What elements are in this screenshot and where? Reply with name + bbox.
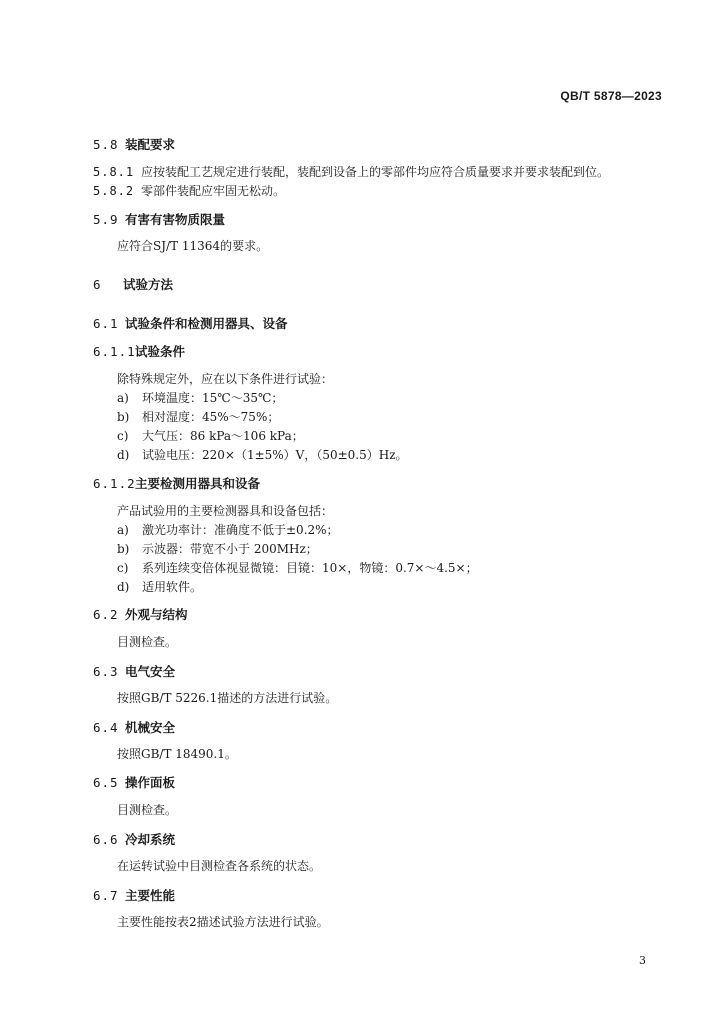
section-number: 6.3	[93, 664, 119, 679]
list-item	[117, 427, 304, 444]
section-title: 主要检测用器具和设备	[135, 476, 261, 491]
section-title: 装配要求	[125, 137, 176, 152]
section-title: 冷却系统	[125, 832, 176, 847]
paragraph-6-5: 目测检查。	[117, 803, 178, 817]
list-item-text: 环境温度：15℃～35℃；	[142, 391, 284, 405]
clause-5-8-1	[93, 163, 609, 180]
clause-5-8-2	[93, 182, 285, 199]
list-item	[117, 559, 478, 576]
heading-5-9	[93, 210, 225, 228]
page-number: 3	[639, 954, 646, 967]
heading-5-8	[93, 135, 175, 153]
heading-6	[93, 275, 173, 293]
list-item	[117, 521, 339, 538]
heading-6-3	[93, 662, 175, 680]
section-number: 6.6	[93, 832, 119, 847]
section-title: 主要性能	[125, 888, 176, 903]
heading-6-2	[93, 605, 188, 623]
section-number: 6.1	[93, 316, 119, 331]
clause-number: 5.8.2	[93, 184, 135, 198]
paragraph-6-6: 在运转试验中目测检查各系统的状态。	[117, 859, 322, 873]
section-number: 5.9	[93, 212, 119, 227]
section-title: 机械安全	[125, 720, 176, 735]
list-item-text: 适用软件。	[142, 580, 203, 594]
section-title: 操作面板	[125, 775, 176, 790]
paragraph-6-3: 按照GB/T 5226.1描述的方法进行试验。	[117, 691, 338, 705]
list-marker: d)	[117, 448, 130, 462]
list-marker: c)	[117, 429, 129, 443]
paragraph-6-7: 主要性能按表2描述试验方法进行试验。	[117, 915, 329, 929]
list-item	[117, 446, 408, 463]
list-item	[117, 540, 318, 557]
heading-6-5	[93, 773, 175, 791]
list-item	[117, 389, 283, 406]
section-title: 有害有害物质限量	[125, 212, 226, 227]
paragraph-6-1-1-intro: 除特殊规定外，应在以下条件进行试验：	[117, 372, 334, 386]
list-item-text: 系列连续变倍体视显微镜：目镜：10×，物镜：0.7×～4.5×；	[142, 561, 478, 575]
list-item	[117, 408, 279, 425]
section-number: 6.7	[93, 888, 119, 903]
list-marker: d)	[117, 580, 130, 594]
clause-text: 应按装配工艺规定进行装配，装配到设备上的零部件均应符合质量要求并要求装配到位。	[141, 165, 610, 179]
section-title: 外观与结构	[125, 607, 188, 622]
heading-6-1-1	[93, 342, 185, 360]
document-id: QB/T 5878—2023	[560, 89, 662, 103]
heading-6-4	[93, 718, 175, 736]
heading-6-1-2	[93, 474, 260, 492]
list-item-text: 激光功率计：准确度不低于±0.2%；	[142, 523, 339, 537]
clause-text: 零部件装配应牢固无松动。	[141, 184, 286, 198]
list-item-text: 示波器：带宽不小于 200MHz；	[142, 542, 318, 556]
section-title: 试验条件	[135, 344, 186, 359]
list-item-text: 相对湿度：45%～75%；	[142, 410, 280, 424]
heading-6-7	[93, 886, 175, 904]
list-item	[117, 578, 202, 595]
section-title: 试验方法	[123, 277, 174, 292]
list-marker: b)	[117, 410, 130, 424]
section-number: 6.5	[93, 775, 119, 790]
paragraph-6-2: 目测检查。	[117, 635, 178, 649]
section-number: 6.2	[93, 607, 119, 622]
section-number: 6.1.1	[93, 344, 136, 359]
list-item-text: 大气压：86 kPa～106 kPa；	[142, 429, 304, 443]
section-title: 试验条件和检测用器具、设备	[125, 316, 288, 331]
paragraph-6-4: 按照GB/T 18490.1。	[117, 747, 237, 761]
section-number: 6.1.2	[93, 476, 136, 491]
section-number: 6	[93, 277, 102, 292]
paragraph-5-9: 应符合SJ/T 11364的要求。	[117, 239, 269, 253]
paragraph-6-1-2-intro: 产品试验用的主要检测器具和设备包括：	[117, 504, 334, 518]
list-marker: c)	[117, 561, 129, 575]
list-marker: a)	[117, 523, 129, 537]
list-marker: b)	[117, 542, 130, 556]
clause-number: 5.8.1	[93, 165, 135, 179]
heading-6-6	[93, 830, 175, 848]
section-number: 6.4	[93, 720, 119, 735]
list-marker: a)	[117, 391, 129, 405]
heading-6-1	[93, 314, 288, 332]
list-item-text: 试验电压：220×（1±5%）V，（50±0.5）Hz。	[142, 448, 408, 462]
section-title: 电气安全	[125, 664, 176, 679]
section-number: 5.8	[93, 137, 119, 152]
